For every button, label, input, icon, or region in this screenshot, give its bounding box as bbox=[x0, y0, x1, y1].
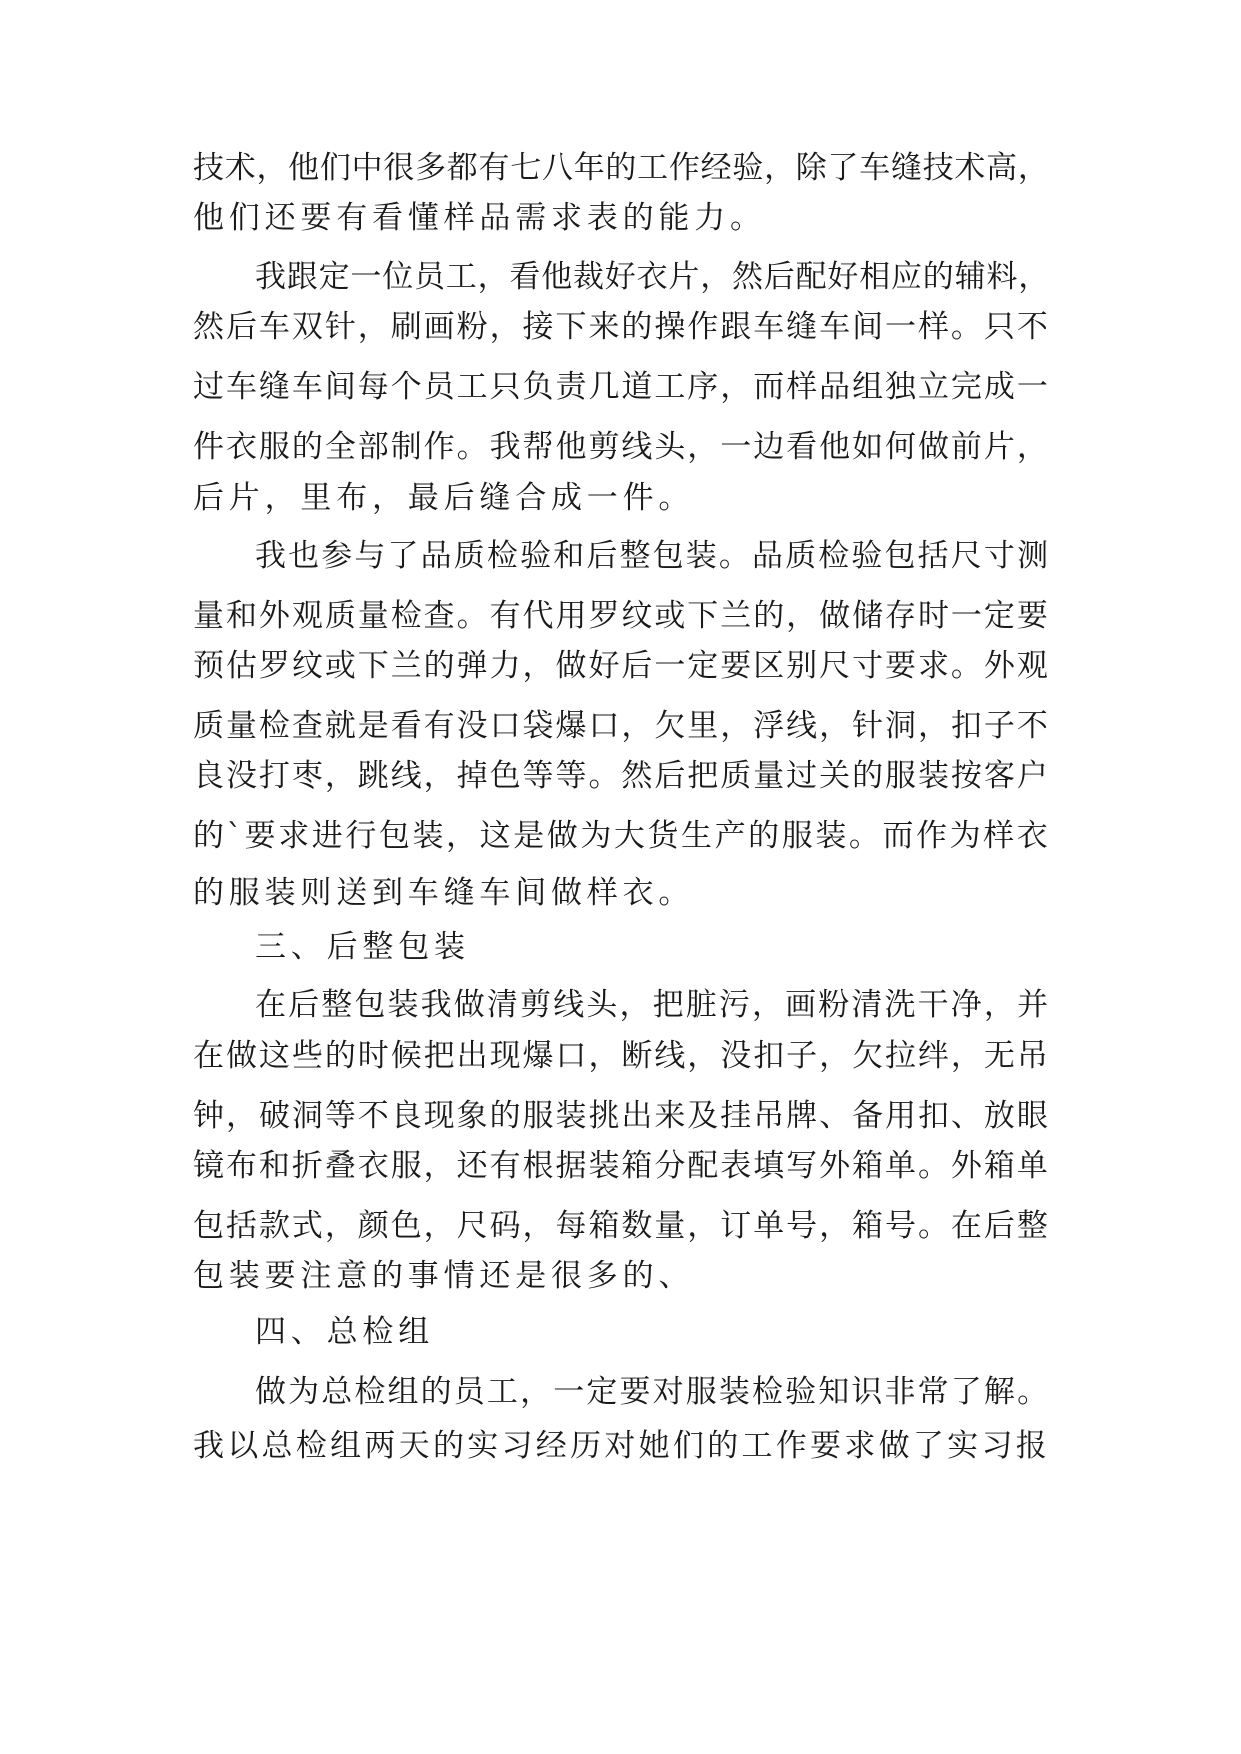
paragraph-line: 我也参与了品质检验和后整包装。品质检验包括尺寸测 bbox=[255, 538, 1051, 574]
paragraph-line: 在后整包装我做清剪线头，把脏污，画粉清洗干净，并 bbox=[255, 987, 1051, 1023]
paragraph-line: 做为总检组的员工，一定要对服装检验知识非常了解。 bbox=[255, 1374, 1051, 1410]
paragraph-line: 预估罗纹或下兰的弹力，做好后一定要区别尺寸要求。外观 bbox=[193, 648, 1050, 684]
paragraph-line: 的`要求进行包装，这是做为大货生产的服装。而作为样衣 bbox=[193, 818, 1051, 854]
paragraph-line: 钟，破洞等不良现象的服装挑出来及挂吊牌、备用扣、放眼 bbox=[193, 1098, 1050, 1134]
paragraph-line: 包装要注意的事情还是很多的、 bbox=[193, 1258, 695, 1294]
section-heading: 四、总检组 bbox=[255, 1314, 434, 1350]
paragraph-line: 良没打枣，跳线，掉色等等。然后把质量过关的服装按客户 bbox=[193, 758, 1050, 794]
paragraph-line: 技术，他们中很多都有七八年的工作经验，除了车缝技术高， bbox=[193, 150, 1050, 186]
paragraph-line: 的服装则送到车缝车间做样衣。 bbox=[193, 875, 695, 911]
paragraph-line: 件衣服的全部制作。我帮他剪线头，一边看他如何做前片， bbox=[193, 429, 1050, 465]
paragraph-line: 后片，里布，最后缝合成一件。 bbox=[193, 480, 695, 516]
section-heading: 三、后整包装 bbox=[255, 929, 470, 965]
paragraph-line: 量和外观质量检查。有代用罗纹或下兰的，做储存时一定要 bbox=[193, 598, 1050, 634]
paragraph-line: 质量检查就是看有没口袋爆口，欠里，浮线，针洞，扣子不 bbox=[193, 708, 1050, 744]
paragraph-line: 我跟定一位员工，看他裁好衣片，然后配好相应的辅料， bbox=[255, 259, 1050, 295]
paragraph-line: 包括款式，颜色，尺码，每箱数量，订单号，箱号。在后整 bbox=[193, 1208, 1050, 1244]
paragraph-line: 我以总检组两天的实习经历对她们的工作要求做了实习报 bbox=[193, 1428, 1050, 1464]
paragraph-line: 在做这些的时候把出现爆口，断线，没扣子，欠拉绊，无吊 bbox=[193, 1038, 1050, 1074]
paragraph-line: 他们还要有看懂样品需求表的能力。 bbox=[193, 200, 766, 236]
paragraph-line: 镜布和折叠衣服，还有根据装箱分配表填写外箱单。外箱单 bbox=[193, 1148, 1050, 1184]
paragraph-line: 过车缝车间每个员工只负责几道工序，而样品组独立完成一 bbox=[193, 369, 1050, 405]
paragraph-line: 然后车双针，刷画粉，接下来的操作跟车缝车间一样。只不 bbox=[193, 309, 1050, 345]
